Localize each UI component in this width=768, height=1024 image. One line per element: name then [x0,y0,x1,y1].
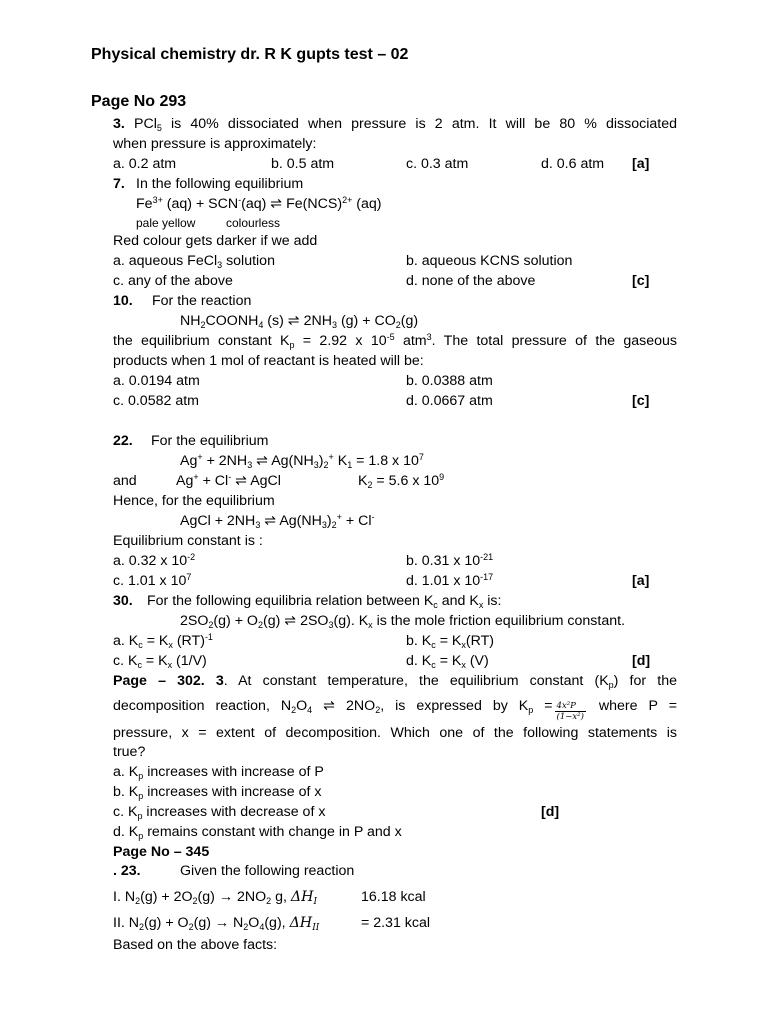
q7-option-b: b. aqueous KCNS solution [406,253,573,269]
q3-option-a: a. 0.2 atm [113,156,177,172]
q3-answer: [a] [632,156,650,172]
p302-line1: Page – 302. 3. At constant temperature, the equilibrium constant $(K_p)$ for the [113,673,677,690]
q30-option-b: b. $K_c = K_x(RT)$ [406,633,494,650]
q30-option-a: a. $K_c = K_x$ (RT)$^{-1}$ [113,632,213,650]
q10-answer: [c] [632,393,650,409]
q10-option-b: b. 0.0388 atm [406,373,493,389]
q22-option-b: b. 0.31 x $10^{-21}$ [406,552,494,569]
q30-answer: [d] [632,653,651,669]
q3-option-d: d. 0.6 atm [541,156,605,172]
q7-option-a: a. aqueous FeCl$_3$ solution [113,253,275,270]
q3-option-b: b. 0.5 atm [271,156,335,172]
q22-option-c: c. 1.01 x $10^7$ [113,572,192,589]
document-page: Physical chemistry dr. R K gupts test – 02 Page No 293 3. PCl$_5$ is 40% dissociated when pressure is 2 atm. It will be 80 % dissociated when pressure is approximately: a. 0.2 atm b. 0.5 atm c. 0.3 atm d. 0.6 atm [a] 7. In the following equilibrium $Fe^{3+}$ (aq) + SCN-(aq) ⇌ Fe(NCS)$^{2+}$ (aq) pale yellow colourless Red colour gets darker if we add a. aqueous FeCl$_3$ solution b. aqueous KCNS solution c. any of the above d. none of the above [c] 10. For the reaction $NH_2COONH_4$ (s) ⇌ $2NH_3$ $(g) + CO_2(g)$ the equilibrium constant $K_p = 2.92$ x $10^{-5}$ atm$^3$. The total pressure of the gaseous products when 1 mol of reactant is heated will be: a. 0.0194 atm b. 0.0388 atm c. 0.0582 atm d. 0.0667 atm [c] 22. For the equilibrium $Ag^+ + 2NH_3$ ⇌ $Ag(NH_3)_2^+$ $K_1 = 1.8$ x $10^7$ and Ag+ + Cl- ⇌ AgCl $K_2 = 5.6$ x $10^9$ Hence, for the equilibrium AgCl + $2NH_3$ ⇌ $Ag(NH_3)_2^+ + Cl^-$ Equilibrium constant is : a. 0.32 x $10^{-2}$ b. 0.31 x $10^{-21}$ c. 1.01 x $10^7$ d. 1.01 x $10^{-17}$ [a] 30. For the following equilibria relation between $K_c$ and $K_x$ is: $2SO_2(g) + O_2(g)$ ⇌ $2SO_3(g)$. $K_x$ is the mole friction equilibrium constant. a. $K_c = K_x$ (RT)$^{-1}$ b. $K_c = K_x(RT)$ c. $K_c = K_x$ (1/V) d. $K_c = K_x$ (V) [d] Page – 302. 3. At constant temperature, the equilibrium constant $(K_p)$ for the decomposition reaction, $N_2O_4$ ⇌ $2NO_2$, is expressed by $K_p$ = $\frac{\text{4x²P}}{\text{(1−x²)}}$ where P = pressure, x = extent of decomposition. Which one of the following statements is true? a. $K_p$ increases with increase of P b. $K_p$ increases with increase of x c. $K_p$ increases with decrease of x [d] d. $K_p$ remains constant with change in P and x Page No – 345 . 23. Given the following reaction I. $N_2(g) + 2O_2(g) \to 2NO_2$ g, $\Delta H_I$ 16.18 kcal II. $N_2(g) + O_2(g) \to N_2O_4(g)$, $\Delta H_{II}$ = 2.31 kcal Based on the above facts: [91,46,678,953]
q7-answer: [c] [632,273,650,289]
q7-option-d: d. none of the above [406,273,536,289]
q3-line1: 3. PCl$_5$ is 40% dissociated when pressure is 2 atm. It will be 80 % dissociated [113,116,677,133]
q30-option-c: c. $K_c = K_x$ (1/V) [113,653,207,670]
q10-line1: the equilibrium constant $K_p = 2.92$ x $10^{-5}$ atm$^3$. The total pressure of the gaseous [113,332,678,350]
p302-line3: pressure, x = extent of decomposition. Which one of the following statements is [113,725,677,741]
q3-option-c: c. 0.3 atm [406,156,469,172]
q7-option-c: c. any of the above [113,273,233,289]
q30-option-d: d. $K_c = K_x$ (V) [406,653,489,670]
q10-option-c: c. 0.0582 atm [113,393,199,409]
q22-option-a: a. 0.32 x $10^{-2}$ [113,552,196,569]
q22-answer: [a] [632,573,650,589]
q10-option-a: a. 0.0194 atm [113,373,200,389]
q10-option-d: d. 0.0667 atm [406,393,493,409]
q22-option-d: d. 1.01 x $10^{-17}$ [406,572,494,589]
p302-line2: decomposition reaction, $N_2O_4$ ⇌ $2NO_2$, is expressed by $K_p$ = $\frac{\text{4x²P}}{\text{(1−x²)}}$ where P = [113,698,677,722]
kp-fraction: $\frac{\text{4x²P}}{\text{(1−x²)}}$ [556,701,584,722]
p302-answer: [d] [541,804,560,820]
